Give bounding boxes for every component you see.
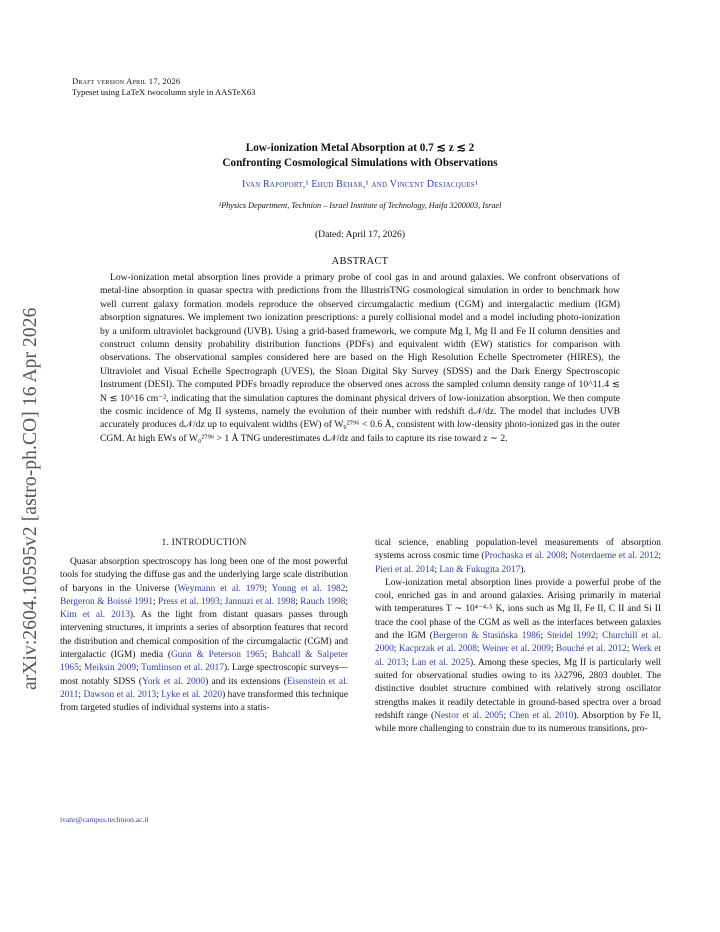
arxiv-stamp-text: arXiv:2604.10595v2 [astro-ph.CO] 16 Apr 2026 <box>20 307 41 690</box>
draft-version-line: Draft version April 17, 2026 <box>72 76 181 86</box>
paragraph-text: ; <box>78 663 84 674</box>
citation-link[interactable]: Dawson et al. 2013 <box>83 689 157 700</box>
paragraph-text: ) have transformed this technique from targeted studies of individual systems into a statis- <box>60 689 349 714</box>
author-email[interactable]: ivanr@campus.technion.ac.il <box>60 815 149 824</box>
paragraph-text: ; <box>78 689 84 700</box>
citation-link[interactable]: Kim et al. 2013 <box>60 610 130 621</box>
date-line: (Dated: April 17, 2026) <box>314 229 406 240</box>
paragraph-text: ; <box>565 551 571 562</box>
paragraph-text: tical science, enabling population-level measurements of absorption systems across cosmic time ( <box>375 538 661 562</box>
intro-paragraph-1 <box>60 556 348 716</box>
citation-link[interactable]: Noterdaeme et al. 2012 <box>570 551 659 562</box>
paragraph-text: ). Large spectroscopic surveys—most notably SDSS ( <box>60 663 349 687</box>
citation-link[interactable]: Lan & Fukugita 2017 <box>439 564 521 575</box>
citation-link[interactable]: Eisenstein et al. 2011 <box>60 676 349 700</box>
title-line-2: Confronting Cosmological Simulations with Observations <box>222 157 498 169</box>
paragraph-text: Low-ionization metal absorption lines provide a powerful probe of the cool, enriched gas in and around galaxies. Arising primarily in material with temperatures T ∼ 10⁴⁻⁴·⁵ K, ions such as Mg II, Fe II, C II and Si II trace the cool phase of the CGM as well as the interfaces between galaxies and the IGM ( <box>375 577 661 642</box>
paragraph-text: ). Absorption by Fe II, while more challenging to constrain due to its numerous transitions, pro- <box>375 710 661 735</box>
affiliation: ¹Physics Department, Technion – Israel Institute of Technology, Haifa 3200003, Israel <box>218 201 502 210</box>
citation-link[interactable]: Kacprzak et al. 2008 <box>398 644 477 655</box>
intro-paragraph-1-continued <box>375 537 661 577</box>
paragraph-text: ; <box>434 564 440 575</box>
paragraph-text: ; <box>345 583 348 594</box>
paragraph-text: ; <box>476 644 482 655</box>
paragraph-text: ; <box>219 596 225 607</box>
paragraph-text: ; <box>540 631 547 642</box>
arxiv-stamp <box>14 230 44 690</box>
citation-link[interactable]: Gunn & Peterson 1965 <box>170 650 265 661</box>
paragraph-text: ; <box>503 710 510 721</box>
abstract-text: Low-ionization metal absorption lines provide a primary probe of cool gas in and around galaxies. We confront observations of metal-line absorption in quasar spectra with predictions from the IllustrisTNG cosmological simulation in order to benchmark how well current galaxy formation models reproduce the observed circumgalactic medium (CGM) and intergalactic medium (IGM) absorption signatures. We implement two ionization prescriptions: a purely collisional model and a model including photo-ionization by a uniform ultraviolet background (UVB). Using a grid-based framework, we compute Mg I, Mg II and Fe II column densities and construct column density probability distribution functions (PDFs) and equivalent width (EW) statistics for comparison with observations. The observational samples considered here are based on the High Resolution Echelle Spectrometer (HIRES), the Ultraviolet and Visual Echelle Spectrograph (UVES), the Sloan Digital Sky Survey (SDSS) and the Dark Energy Spectroscopic Instrument (DESI). The computed PDFs broadly reproduce the observed ones across the sampled column density range of 10^11.4 ≲ N ≲ 10^16 cm⁻², indicating that the simulation captures the dominant physical drivers of low-ionization absorption. We then compute the cosmic incidence of Mg II systems, namely the evolution of their number with redshift d𝒩/dz. The model that includes UVB accurately produces d𝒩/dz up to equivalent widths (EW) of W₀²⁷⁹⁶ < 0.6 Å, consistent with low-density photo-ionized gas in the outer CGM. At high EWs of W₀²⁷⁹⁶ > 1 Å TNG underestimates d𝒩/dz and fails to capture its rise toward z ∼ 2. <box>100 272 620 444</box>
left-column <box>60 556 348 716</box>
paragraph-text: ). <box>520 564 526 575</box>
paragraph-text: ; <box>156 689 162 700</box>
paragraph-text: ; <box>393 644 399 655</box>
paragraph-text: ; <box>595 631 603 642</box>
paragraph-text: ; <box>658 551 661 562</box>
typeset-line: Typeset using LaTeX twocolumn style in AASTeX63 <box>72 87 256 97</box>
citation-link[interactable]: Lan et al. 2025 <box>411 657 470 668</box>
citation-link[interactable]: Bergeron & Stasińska 1986 <box>432 631 541 642</box>
citation-link[interactable]: Bergeron & Boissé 1991 <box>60 596 154 607</box>
abstract-body <box>100 271 620 445</box>
citation-link[interactable]: Lyke et al. 2020 <box>161 689 223 700</box>
citation-link[interactable]: Meiksin 2009 <box>83 663 137 674</box>
paragraph-text: ) and its extensions ( <box>205 676 287 687</box>
citation-link[interactable]: Pieri et al. 2014 <box>375 564 435 575</box>
citation-link[interactable]: Rauch 1998 <box>300 596 346 607</box>
citation-link[interactable]: Churchill et al. 2000 <box>375 631 662 655</box>
citation-link[interactable]: Bouché et al. 2012 <box>555 644 627 655</box>
paragraph-text: ; <box>136 663 142 674</box>
paragraph-text: ; <box>626 644 632 655</box>
citation-link[interactable]: Nestor et al. 2005 <box>434 710 504 721</box>
citation-link[interactable]: Jannuzi et al. 1998 <box>224 596 296 607</box>
title-line-1: Low-ionization Metal Absorption at 0.7 ≲ z ≲ 2 <box>245 142 475 154</box>
right-column <box>375 537 661 736</box>
paragraph-text: ). As the light from distant quasars passes through intervening structures, it imprints a series of absorption features that record the distribution and chemical composition of the circumgalactic (CGM) and intergalactic (IGM) media ( <box>60 610 348 661</box>
paragraph-text: ; <box>550 644 556 655</box>
citation-link[interactable]: Prochaska et al. 2008 <box>484 551 566 562</box>
citation-link[interactable]: Weiner et al. 2009 <box>481 644 551 655</box>
citation-link[interactable]: Werk et al. 2013 <box>375 644 661 668</box>
paragraph-text: ; <box>295 596 301 607</box>
section-introduction-heading: 1. INTRODUCTION <box>161 537 247 548</box>
citation-link[interactable]: York et al. 2000 <box>142 676 206 687</box>
citation-link[interactable]: Steidel 1992 <box>546 631 596 642</box>
paper-title <box>60 141 660 171</box>
paragraph-text: Quasar absorption spectroscopy has long been one of the most powerful tools for studying the diffuse gas and the underlying large scale distribution of baryons in the Universe ( <box>60 557 348 594</box>
citation-link[interactable]: Chen et al. 2010 <box>509 710 574 721</box>
paragraph-text: ; <box>264 650 272 661</box>
citation-link[interactable]: Tumlinson et al. 2017 <box>141 663 224 674</box>
paragraph-text: ; <box>405 657 412 668</box>
citation-link[interactable]: Young et al. 1982 <box>271 583 346 594</box>
citation-link[interactable]: Bahcall & Salpeter 1965 <box>60 650 348 674</box>
intro-paragraph-2 <box>375 577 661 737</box>
abstract-heading: ABSTRACT <box>331 256 389 267</box>
paragraph-text: ; <box>345 596 349 607</box>
author-list[interactable]: Ivan Rapoport,¹ Ehud Behar,¹ and Vincent Desjacques¹ <box>241 179 479 190</box>
paragraph-text: ; <box>264 583 272 594</box>
paragraph-text: ). Among these species, Mg II is particularly well suited for observational studies owing to its λλ2796, 2803 doublet. The distinctive doublet structure combined with relatively strong oscillator strengths makes it readily detectable in ground-based spectra over a broad redshift range ( <box>375 657 661 721</box>
citation-link[interactable]: Weymann et al. 1979 <box>177 583 265 594</box>
paragraph-text: ; <box>153 596 159 607</box>
citation-link[interactable]: Press et al. 1993 <box>158 596 220 607</box>
